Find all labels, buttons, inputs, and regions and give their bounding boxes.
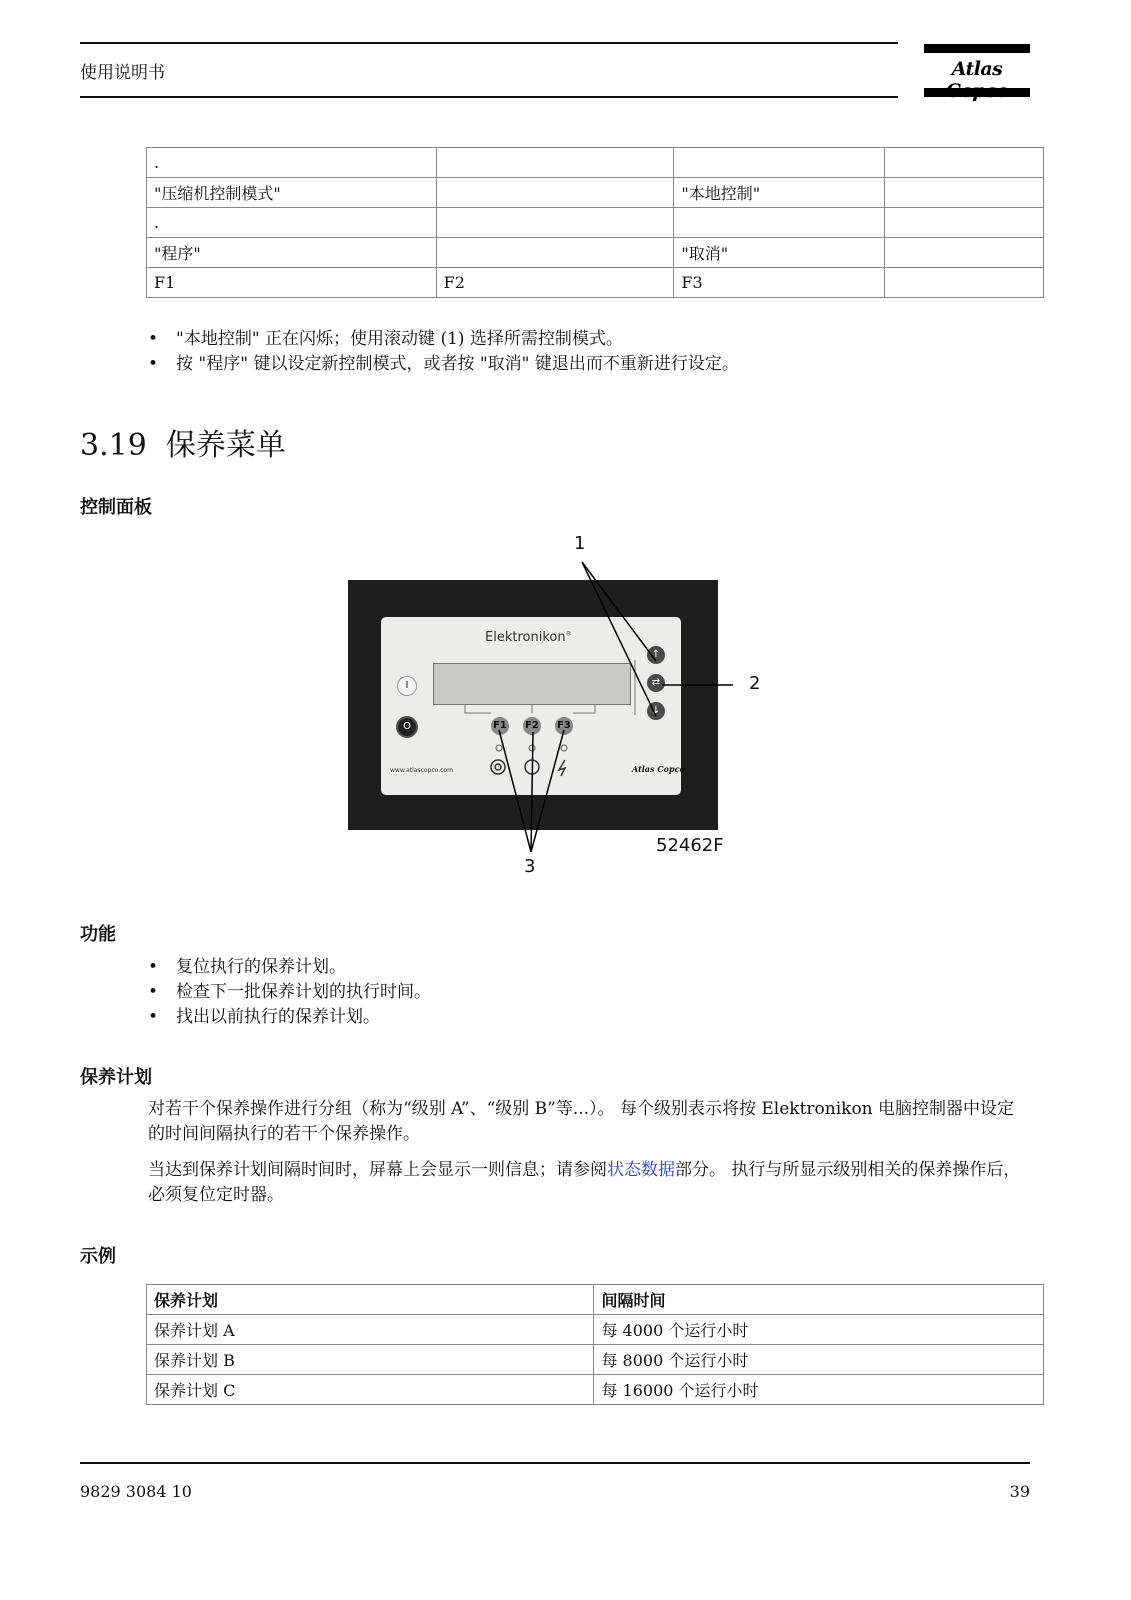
table-cell: "本地控制" [674,178,885,208]
intro-bullet-list [148,327,739,377]
table-row [147,268,1044,298]
header-bottom-rule [80,96,898,98]
panel-symbols [345,530,745,880]
header-top-rule [80,42,898,44]
table-row [147,1345,1044,1375]
callout-arrows [499,562,733,852]
table-cell [885,268,1044,298]
list-item-text: 按 "程序" 键以设定新控制模式，或者按 "取消" 键退出而不重新进行设定。 [176,354,739,374]
table-cell [674,208,885,238]
atlas-copco-logo [924,44,1030,102]
section-heading [80,420,286,464]
table-header-row [147,1285,1044,1315]
plans-paragraph-2: 当达到保养计划间隔时间时，屏幕上会显示一则信息；请参阅状态数据部分。 执行与所显示级别相关的保养操作后，必须复位定时器。 [148,1160,1021,1205]
callout-2: 2 [749,673,761,694]
plans-paragraph-1: 对若干个保养操作进行分组（称为“级别 A”、“级别 B”等...）。 每个级别表示将按 Elektronikon 电脑控制器中设定的时间间隔执行的若干个保养操作。 [148,1099,1015,1144]
doc-number: 9829 3084 10 [80,1482,192,1501]
list-item-text: 复位执行的保养计划。 [176,957,346,977]
control-panel-heading: 控制面板 [80,497,152,518]
table-row [147,178,1044,208]
column-header: 间隔时间 [594,1285,1044,1315]
table-cell [885,238,1044,268]
start-button[interactable]: I [397,676,417,696]
table-cell: "压缩机控制模式" [147,178,437,208]
list-item-text: "本地控制" 正在闪烁；使用滚动键 (1) 选择所需控制模式。 [176,329,623,349]
footer-rule [80,1462,1030,1464]
elektronikon-label: Elektronikon® [485,630,572,645]
table-cell [436,238,674,268]
f1-key[interactable]: F1 [491,717,509,735]
table-row [147,208,1044,238]
panel-logo-text: Atlas Copco [632,764,685,774]
list-item-text: 找出以前执行的保养计划。 [176,1007,380,1027]
logo-text: Atlas [951,58,1003,80]
list-item: • 找出以前执行的保养计划。 [148,1005,431,1030]
scroll-up-button[interactable]: ↑ [647,646,665,664]
table-cell [674,148,885,178]
functions-heading: 功能 [80,924,116,945]
example-heading: 示例 [80,1246,116,1267]
table-cell: F3 [674,268,885,298]
table-cell [885,208,1044,238]
status-data-link[interactable]: 状态数据 [607,1160,675,1180]
example-table [146,1284,1044,1405]
table-cell: . [147,148,437,178]
list-item: • 检查下一批保养计划的执行时间。 [148,980,431,1005]
table-cell: 保养计划 C [147,1375,594,1405]
list-item: • 按 "程序" 键以设定新控制模式，或者按 "取消" 键退出而不重新进行设定。 [148,352,739,377]
table-cell: "取消" [674,238,885,268]
table-row [147,1315,1044,1345]
enter-button[interactable]: ⇄ [647,674,665,692]
table-cell: F2 [436,268,674,298]
callout-1: 1 [574,533,586,554]
figure-id-label: 52462F [656,835,724,856]
page-number: 39 [1009,1482,1030,1501]
scroll-down-button[interactable]: ↓ [647,702,665,720]
table-cell [436,148,674,178]
list-item-text: 检查下一批保养计划的执行时间。 [176,982,431,1002]
list-item: • "本地控制" 正在闪烁；使用滚动键 (1) 选择所需控制模式。 [148,327,739,352]
f2-key[interactable]: F2 [523,717,541,735]
table-cell: "程序" [147,238,437,268]
table-cell [436,178,674,208]
functions-bullet-list [148,955,431,1030]
table-cell: 每 16000 个运行小时 [594,1375,1044,1405]
control-mode-table [146,147,1044,298]
table-cell: . [147,208,437,238]
table-cell: 每 4000 个运行小时 [594,1315,1044,1345]
control-panel-figure [345,530,761,880]
header-title: 使用说明书 [80,63,165,83]
section-number: 3.19 [80,428,147,463]
table-row [147,148,1044,178]
led-indicators [496,745,567,751]
plans-heading: 保养计划 [80,1067,152,1088]
section-title: 保养菜单 [165,428,286,463]
table-row [147,1375,1044,1405]
table-cell: F1 [147,268,437,298]
f3-key[interactable]: F3 [555,717,573,735]
callout-3: 3 [524,856,536,877]
table-cell [885,148,1044,178]
table-cell: 保养计划 A [147,1315,594,1345]
table-cell: 每 8000 个运行小时 [594,1345,1044,1375]
column-header: 保养计划 [147,1285,594,1315]
table-cell: 保养计划 B [147,1345,594,1375]
table-cell [436,208,674,238]
table-row [147,238,1044,268]
key-bracket-lines [465,660,635,715]
stop-button[interactable]: O [396,716,418,738]
list-item: • 复位执行的保养计划。 [148,955,431,980]
table-cell [885,178,1044,208]
url-label: www.atlascopco.com [390,767,453,774]
